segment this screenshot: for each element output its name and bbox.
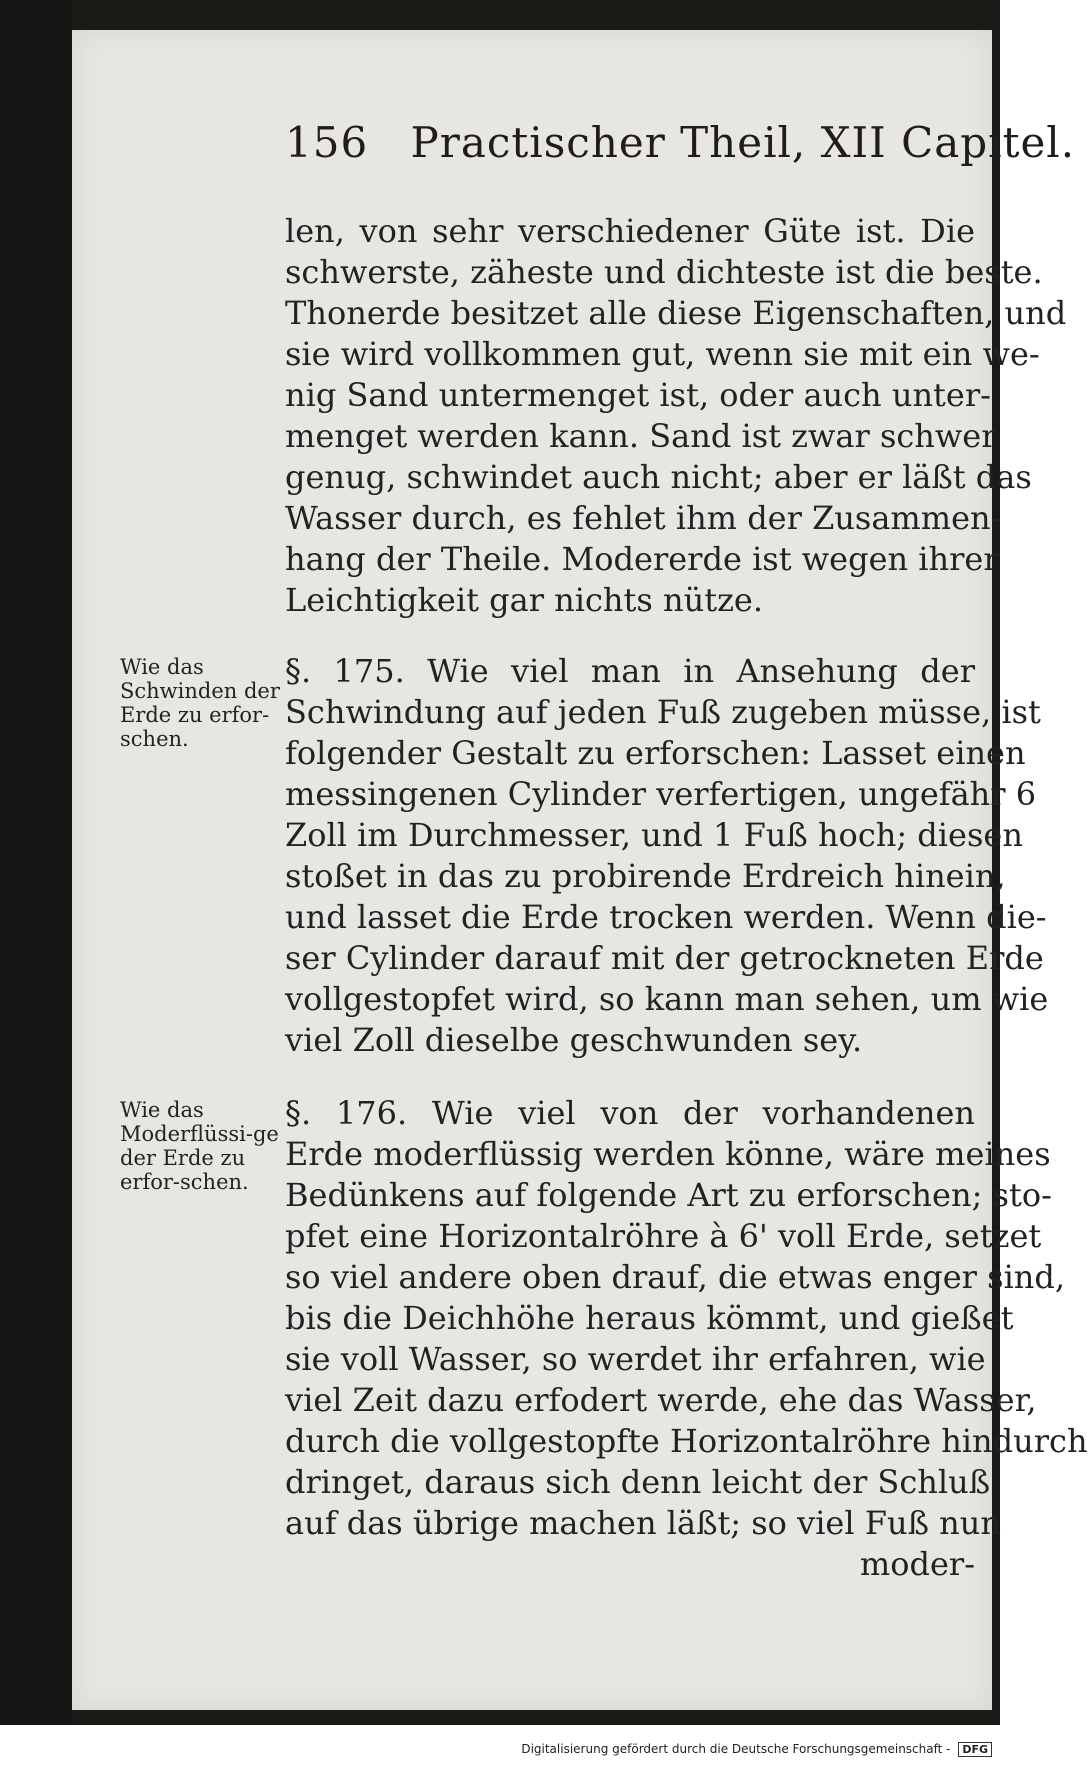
text-line: viel Zeit dazu erfodert werde, ehe das Wasser, <box>285 1381 1037 1419</box>
text-line: durch die vollgestopfte Horizontalröhre hindurch <box>285 1422 1088 1460</box>
text-line: pfet eine Horizontalröhre à 6' voll Erde, setzet <box>285 1217 1042 1255</box>
text-line: nig Sand untermenget ist, oder auch unter- <box>285 376 991 414</box>
text-line: schwerste, zäheste und dichteste ist die beste. <box>285 253 1043 291</box>
text-line: folgender Gestalt zu erforschen: Lasset einen <box>285 734 1026 772</box>
text-line: Erde moderflüssig werden könne, wäre meines <box>285 1135 1051 1173</box>
text-line: Zoll im Durchmesser, und 1 Fuß hoch; diesen <box>285 816 1023 854</box>
footer-text: Digitalisierung gefördert durch die Deutsche Forschungsgemeinschaft - <box>521 1742 951 1756</box>
scan-edge <box>0 0 72 1725</box>
margin-note-1: Wie das Schwinden der Erde zu erfor-schen. <box>120 655 280 751</box>
page-header <box>285 118 1076 167</box>
text-line: viel Zoll dieselbe geschwunden sey. <box>285 1021 863 1059</box>
text-line: auf das übrige machen läßt; so viel Fuß nun <box>285 1504 1001 1542</box>
page-number: 156 <box>285 118 369 167</box>
text-line: menget werden kann. Sand ist zwar schwer <box>285 417 997 455</box>
text-line: hang der Theile. Modererde ist wegen ihrer <box>285 540 999 578</box>
text-line: §. 176. Wie viel von der vorhandenen <box>285 1094 975 1132</box>
text-line: ser Cylinder darauf mit der getrockneten Erde <box>285 939 1044 977</box>
text-line: len, von sehr verschiedener Güte ist. Die <box>285 212 975 250</box>
text-line: vollgestopfet wird, so kann man sehen, um wie <box>285 980 1049 1018</box>
dfg-logo: DFG <box>958 1742 992 1757</box>
text-line: dringet, daraus sich denn leicht der Schluß <box>285 1463 991 1501</box>
text-line: Schwindung auf jeden Fuß zugeben müsse, ist <box>285 693 1041 731</box>
text-line: sie wird vollkommen gut, wenn sie mit ein we- <box>285 335 1040 373</box>
text-line: so viel andere oben drauf, die etwas enger sind, <box>285 1258 1066 1296</box>
text-line: Wasser durch, es fehlet ihm der Zusammen- <box>285 499 1002 537</box>
text-line: genug, schwindet auch nicht; aber er läßt das <box>285 458 1032 496</box>
text-line: stoßet in das zu probirende Erdreich hinein, <box>285 857 1006 895</box>
text-line: Thonerde besitzet alle diese Eigenschaften, und <box>285 294 1067 332</box>
text-line: sie voll Wasser, so werdet ihr erfahren, wie <box>285 1340 986 1378</box>
text-line: und lasset die Erde trocken werden. Wenn die- <box>285 898 1047 936</box>
text-line: moder- <box>859 1545 975 1583</box>
margin-note-2: Wie das Moderflüssi-ge der Erde zu erfor-schen. <box>120 1098 279 1194</box>
text-line: bis die Deichhöhe heraus kömmt, und gießet <box>285 1299 1014 1337</box>
text-line: Bedünkens auf folgende Art zu erforschen; sto- <box>285 1176 1052 1214</box>
text-line: messingenen Cylinder verfertigen, ungefähr 6 <box>285 775 1037 813</box>
running-title: Practischer Theil, XII Capitel. <box>410 118 1076 167</box>
footer-credit <box>521 1742 992 1757</box>
text-line: §. 175. Wie viel man in Ansehung der <box>285 652 975 690</box>
text-line: Leichtigkeit gar nichts nütze. <box>285 581 764 619</box>
